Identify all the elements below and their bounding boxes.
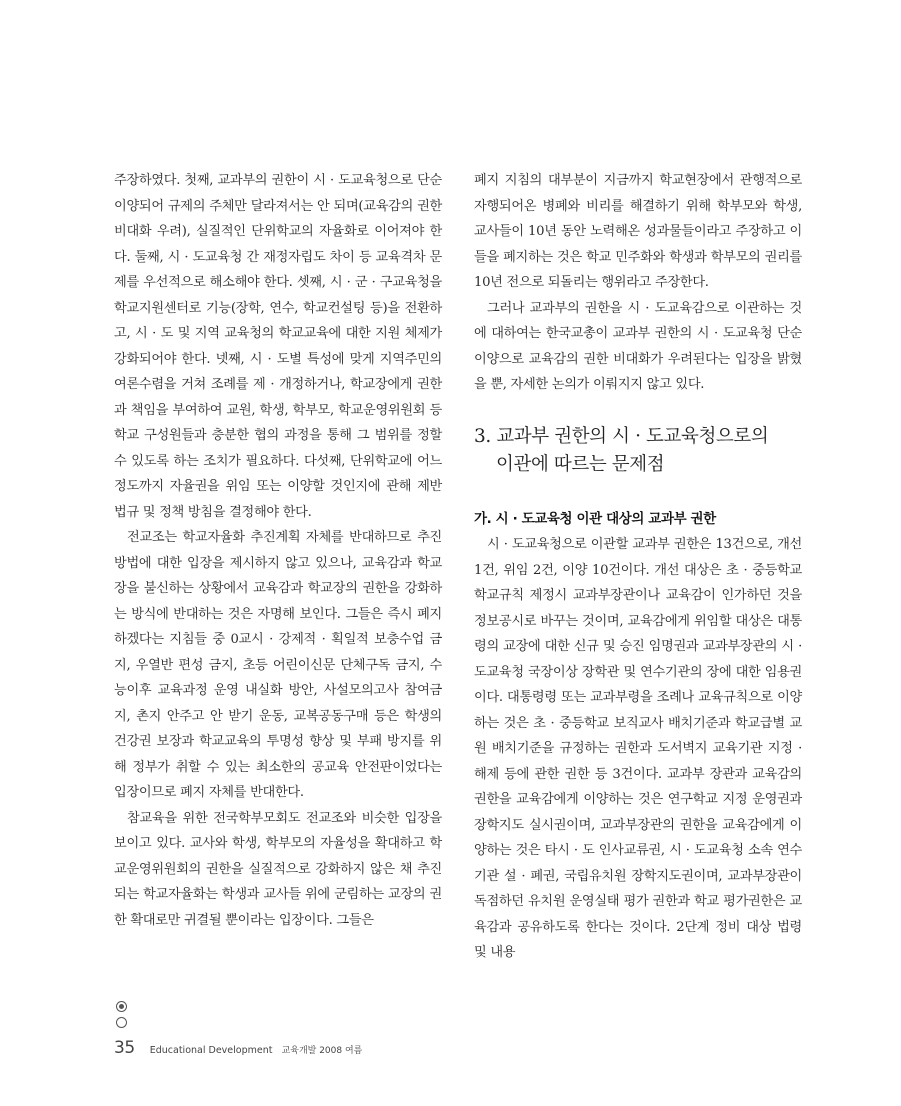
issue-label: 교육개발 2008 여름: [281, 1046, 363, 1056]
journal-name: Educational Development: [149, 1045, 273, 1056]
page-footer: [114, 1038, 362, 1058]
body-paragraph: 그러나 교과부의 권한을 시 · 도교육감으로 이관하는 것에 대하여는 한국교총이 교과부 권한의 시 · 도교육청 단순 이양으로 교육감의 권한 비대화가 우려된다는 입장을 밝혔을 뿐, 자세한 논의가 이뤄지지 않고 있다.: [474, 300, 802, 392]
body-paragraph: 시 · 도교육청으로 이관할 교과부 권한은 13건으로, 개선 1건, 위임 2건, 이양 10건이다. 개선 대상은 초 · 중등학교 학교규칙 제정시 교과부장관이나 교육감이 인가하던 것을 정보공시로 바꾸는 것이며, 교육감에게 위임할 대상은 대통령의 교장에 대한 신규 및 승진 임명권과 교과부장관의 시 · 도교육청 국장이상 장학관 및 연수기관의 장에 대한 임용권이다. 대통령령 또는 교과부령을 조례나 교육규칙으로 이양하는 것은 초 · 중등학교 보직교사 배치기준과 학교급별 교원 배치기준을 규정하는 권한과 도서벽지 교육기관 지정 · 해제 등에 관한 권한 등 3건이다. 교과부 장관과 교육감의 권한을 교육감에게 이양하는 것은 연구학교 지정 운영권과 장학지도 실시권이며, 교과부장관의 권한을 교육감에게 이양하는 것은 타시 · 도 인사교류권, 시 · 도교육청 소속 연수기관 설 · 폐권, 국립유치원 장학지도권이며, 교과부장관이 독점하던 유치원 운영실태 평가 권한과 학교 평가권한은 교육감과 공유하도록 한다는 것이다. 2단계 정비 대상 법령 및 내용: [474, 537, 802, 960]
body-paragraph: 전교조는 학교자율화 추진계획 자체를 반대하므로 추진방법에 대한 입장을 제시하지 않고 있으나, 교육감과 학교장을 불신하는 상황에서 교육감과 학교장의 권한을 강화하는 방식에 반대하는 것은 자명해 보인다. 그들은 즉시 폐지하겠다는 지침들 중 0교시 · 강제적 · 획일적 보충수업 금지, 우열반 편성 금지, 초등 어린이신문 단체구독 금지, 수능이후 교육과정 운영 내실화 방안, 사설모의고사 참여금지, 촌지 안주고 안 받기 운동, 교복공동구매 등은 학생의 건강권 보장과 학교교육의 투명성 향상 및 부패 방지를 위해 정부가 취할 수 있는 최소한의 공교육 안전판이었다는 입장이므로 폐지 자체를 반대한다.: [114, 530, 442, 800]
body-paragraph: 주장하였다. 첫째, 교과부의 권한이 시 · 도교육청으로 단순 이양되어 규제의 주체만 달라져서는 안 되며(교육감의 권한 비대화 우려), 실질적인 단위학교의 자율화로 이어져야 한다. 둘째, 시 · 도교육청 간 재정자립도 차이 등 교육격차 문제를 우선적으로 해소해야 한다. 셋째, 시 · 군 · 구교육청을 학교지원센터로 기능(장학, 연수, 학교컨설팅 등)을 전환하고, 시 · 도 및 지역 교육청의 학교교육에 대한 지원 체제가 강화되어야 한다. 넷째, 시 · 도별 특성에 맞게 지역주민의 여론수렴을 거쳐 조례를 제 · 개정하거나, 학교장에게 권한과 책임을 부여하여 교원, 학생, 학부모, 학교운영위원회 등 학교 구성원들과 충분한 협의 과정을 통해 그 범위를 정할 수 있도록 하는 조치가 필요하다. 다섯째, 단위학교에 어느 정도까지 자율권을 위임 또는 이양할 것인지에 관해 제반 법규 및 정책 방침을 결정해야 한다.: [114, 173, 442, 520]
left-column: [114, 168, 442, 933]
page-marks: [116, 1001, 130, 1033]
page-number: 35: [114, 1038, 135, 1058]
body-paragraph: 폐지 지침의 대부분이 지금까지 학교현장에서 관행적으로 자행되어온 병폐와 비리를 해결하기 위해 학부모와 학생, 교사들이 10년 동안 노력해온 성과물들이라고 주장하고 이들을 폐지하는 것은 학교 민주화와 학생과 학부모의 권리를 10년 전으로 되돌리는 행위라고 주장한다.: [474, 173, 802, 290]
subsection-heading: 가. 시 · 도교육청 이관 대상의 교과부 권한: [474, 510, 716, 527]
right-column: [474, 168, 802, 966]
section-heading-line2: 이관에 따르는 문제점: [496, 453, 665, 475]
empty-circle-icon: [116, 1017, 127, 1028]
filled-circle-icon: [116, 1001, 127, 1012]
section-heading-line1: 3. 교과부 권한의 시 · 도교육청으로의: [474, 425, 769, 447]
section-heading: [474, 423, 802, 479]
body-paragraph: 참교육을 위한 전국학부모회도 전교조와 비슷한 입장을 보이고 있다. 교사와 학생, 학부모의 자율성을 확대하고 학교운영위원회의 권한을 실질적으로 강화하지 않은 채 추진되는 학교자율화는 학생과 교사들 위에 군림하는 교장의 권한 확대로만 귀결될 뿐이라는 입장이다. 그들은: [114, 810, 442, 928]
